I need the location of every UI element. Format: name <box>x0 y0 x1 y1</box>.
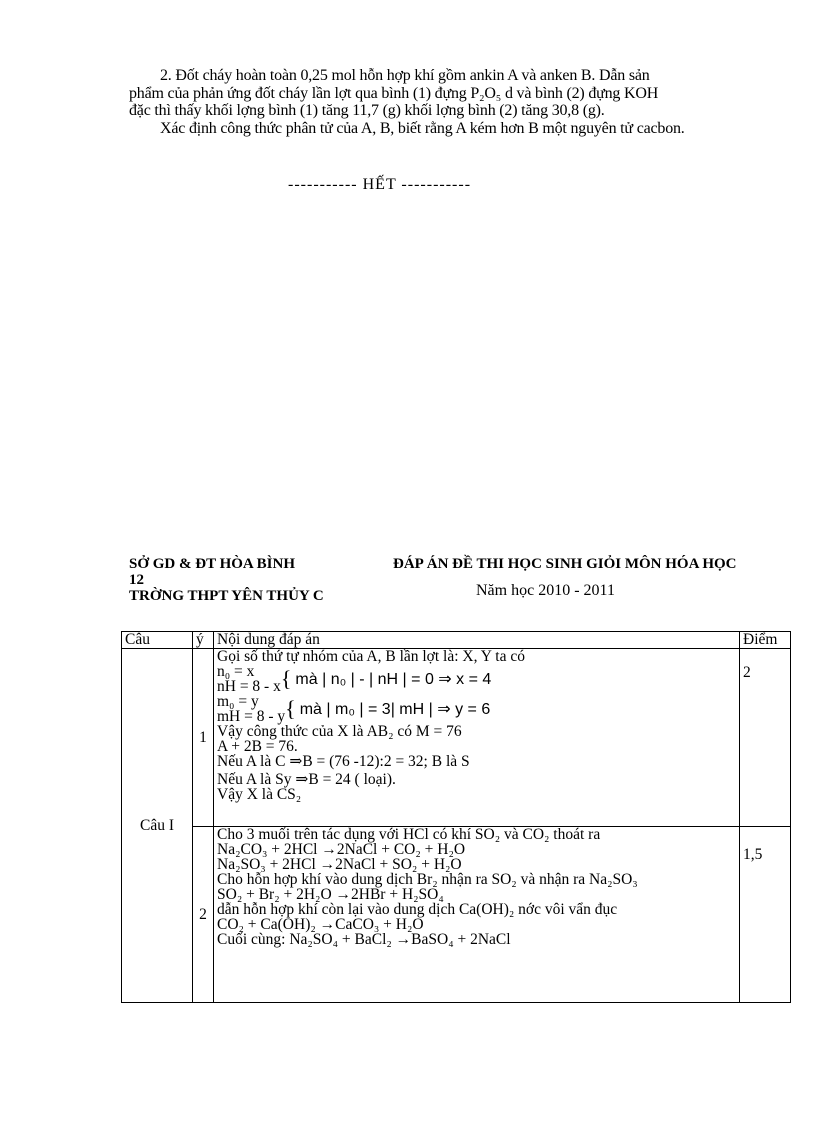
header-score: Điểm <box>740 632 791 649</box>
row-y-2: 2 <box>193 827 214 1003</box>
row-content-1 <box>214 649 740 827</box>
header-y: ý <box>193 632 214 649</box>
content-line: Vậy X là CS₂ <box>217 786 302 803</box>
content-line: Nếu A là Sy ⇒B = 24 ( loại). <box>217 771 396 788</box>
content-line: A + 2B = 76. <box>217 738 298 755</box>
problem-line-3: đặc thì thấy khối lợng bình (1) tăng 11,7 (g) khối lợng bình (2) tăng 30,8 (g). <box>129 102 605 119</box>
header-content: Nội dung đáp án <box>214 632 740 649</box>
end-marker: ----------- HẾT ----------- <box>288 176 472 193</box>
content-line: Vậy công thức của X là AB₂ có M = 76 <box>217 723 462 740</box>
header-cau: Câu <box>122 632 193 649</box>
content-line: Gọi số thứ tự nhóm của A, B lần lợt là: X, Y ta có <box>217 648 525 665</box>
content-line: Cho hỗn hợp khí vào dung dịch Br₂ nhận ra SO₂ và nhận ra Na₂SO₃ <box>217 871 638 888</box>
content-line: mà | m₀ | = 3| mH | ⇒ y = 6 <box>299 700 491 718</box>
content-line: mà | n₀ | - | nH | = 0 ⇒ x = 4 <box>295 670 492 688</box>
content-line: Na₂SO₃ + 2HCl →2NaCl + SO₂ + H₂O <box>217 856 462 873</box>
problem-line-4: Xác định công thức phân tử của A, B, biết rằng A kém hơn B một nguyên tử cacbon. <box>160 120 685 137</box>
school-year: Năm học 2010 - 2011 <box>476 582 615 599</box>
row-y-1: 1 <box>193 649 214 827</box>
question-label: Câu I <box>122 649 193 1003</box>
content-line: mH = 8 - y <box>217 708 286 725</box>
content-line: m₀ = y <box>217 693 259 710</box>
table-row <box>122 827 791 1003</box>
school-name: TRỜNG THPT YÊN THỦY C <box>129 588 324 604</box>
department-name: SỞ GD & ĐT HÒA BÌNH <box>129 556 296 572</box>
content-line: Cuối cùng: Na₂SO₄ + BaCl₂ →BaSO₄ + 2NaCl <box>217 931 511 948</box>
content-line: SO₂ + Br₂ + 2H₂O →2HBr + H₂SO₄ <box>217 886 444 903</box>
answer-table <box>121 631 791 1003</box>
row-score-2: 1,5 <box>740 827 791 1003</box>
problem-line-1: 2. Đốt cháy hoàn toàn 0,25 mol hỗn hợp khí gồm ankin A và anken B. Dẫn sản <box>160 67 650 84</box>
answer-title: ĐÁP ÁN ĐỀ THI HỌC SINH GIỎI MÔN HÓA HỌC <box>393 556 737 572</box>
grade-label: 12 <box>129 572 144 588</box>
table-row <box>122 649 791 827</box>
row-content-2 <box>214 827 740 1003</box>
table-header-row <box>122 632 791 649</box>
content-line: Cho 3 muối trên tác dụng với HCl có khí SO₂ và CO₂ thoát ra <box>217 826 601 843</box>
content-line: Nếu A là C ⇒B = (76 -12):2 = 32; B là S <box>217 753 470 770</box>
brace-icon: { <box>285 696 296 721</box>
problem-line-2: phẩm của phản ứng đốt cháy lần lợt qua bình (1) đựng P₂O₅ d và bình (2) đựng KOH <box>129 85 659 102</box>
content-line: n₀ = x <box>217 663 255 680</box>
content-line: Na₂CO₃ + 2HCl →2NaCl + CO₂ + H₂O <box>217 841 466 858</box>
row-score-1: 2 <box>740 649 791 827</box>
content-line: CO₂ + Ca(OH)₂ →CaCO₃ + H₂O <box>217 916 424 933</box>
content-line: dẫn hỗn hợp khí còn lại vào dung dịch Ca(OH)₂ nớc vôi vẩn đục <box>217 901 618 918</box>
content-line: nH = 8 - x <box>217 678 281 695</box>
brace-icon: { <box>280 666 292 691</box>
